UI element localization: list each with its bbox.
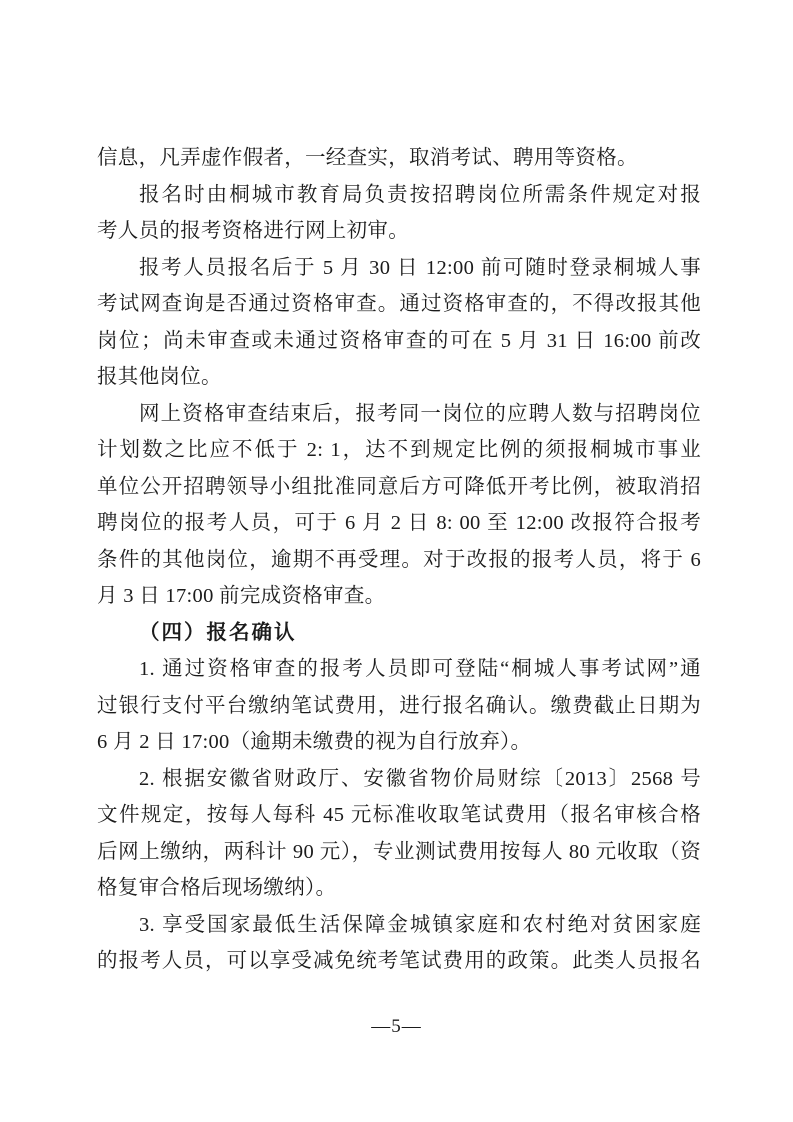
text-line: 条件的其他岗位，逾期不再受理。对于改报的报考人员，将于 6: [97, 548, 701, 571]
text-line: 后网上缴纳，两科计 90 元），专业测试费用按每人 80 元收取（资: [97, 840, 701, 863]
text-line: 月 3 日 17:00 前完成资格审查。: [97, 585, 386, 607]
text-line: 岗位；尚未审查或未通过资格审查的可在 5 月 31 日 16:00 前改: [97, 329, 701, 352]
text-line: 聘岗位的报考人员，可于 6 月 2 日 8: 00 至 12:00 改报符合报考: [97, 512, 701, 534]
text-line: 报名时由桐城市教育局负责按招聘岗位所需条件规定对报: [139, 183, 701, 206]
text-line: 的报考人员，可以享受减免统考笔试费用的政策。此类人员报名: [97, 950, 701, 972]
text-line: 信息，凡弄虚作假者，一经查实，取消考试、聘用等资格。: [97, 147, 638, 169]
text-line: 报其他岗位。: [97, 366, 222, 388]
text-line: 1. 通过资格审查的报考人员即可登陆“桐城人事考试网”通: [139, 658, 701, 680]
section-heading: （四）报名确认: [139, 621, 297, 644]
text-line: 考试网查询是否通过资格审查。通过资格审查的，不得改报其他: [97, 293, 701, 315]
text-line: 格复审合格后现场缴纳）。: [97, 877, 337, 899]
text-line: 网上资格审查结束后，报考同一岗位的应聘人数与招聘岗位: [139, 402, 701, 425]
text-line: 6 月 2 日 17:00（逾期未缴费的视为自行放弃）。: [97, 731, 532, 753]
text-line: 报考人员报名后于 5 月 30 日 12:00 前可随时登录桐城人事: [139, 256, 701, 279]
text-line: 过银行支付平台缴纳笔试费用，进行报名确认。缴费截止日期为: [97, 694, 701, 717]
text-line: 文件规定，按每人每科 45 元标准收取笔试费用（报名审核合格: [97, 804, 701, 826]
page-number: —5—: [371, 1016, 422, 1037]
text-line: 计划数之比应不低于 2: 1，达不到规定比例的须报桐城市事业: [97, 439, 701, 461]
text-line: 单位公开招聘领导小组批准同意后方可降低开考比例，被取消招: [97, 475, 701, 498]
text-line: 3. 享受国家最低生活保障金城镇家庭和农村绝对贫困家庭: [139, 913, 701, 936]
text-line: 考人员的报考资格进行网上初审。: [97, 220, 409, 242]
text-line: 2. 根据安徽省财政厅、安徽省物价局财综〔2013〕2568 号: [139, 767, 701, 790]
document-body: [97, 140, 701, 980]
